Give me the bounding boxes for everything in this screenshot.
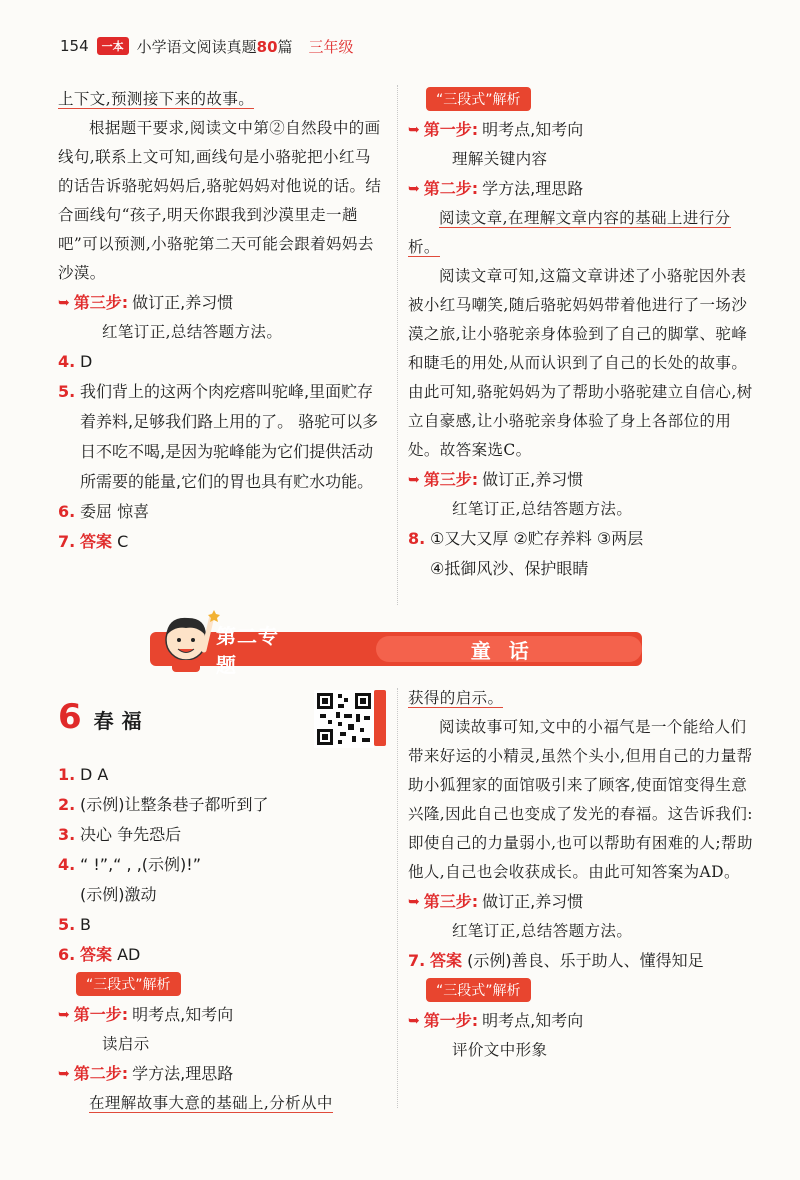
arrow-icon: ➥ xyxy=(58,295,70,311)
column-divider-top xyxy=(397,85,398,605)
arrow-icon: ➥ xyxy=(58,1007,70,1023)
step-one: ➥ 第一步: 明考点,知考向 xyxy=(408,115,760,145)
page-header xyxy=(60,34,354,58)
answer-6: 6. 答案 AD xyxy=(58,945,141,964)
step-two: ➥ 第二步: 学方法,理思路 xyxy=(58,1059,388,1089)
answer-8: 8. ①又大又厚 ②贮存养料 ③两层 ④抵御风沙、保护眼睛 xyxy=(408,529,644,578)
page-number: 154 xyxy=(60,37,89,55)
answer-5: 5. B xyxy=(58,915,91,934)
three-stage-tag: “三段式”解析 xyxy=(76,972,181,996)
arrow-icon: ➥ xyxy=(408,472,420,488)
analysis-paragraph: 根据题干要求,阅读文中第②自然段中的画线句,联系上文可知,画线句是小骆驼把小红马的话告诉骆驼妈妈后,骆驼妈妈对他说的话。结合画线句“孩子,明天你跟我到沙漠里走一趟吧”可以预测,小骆驼第二天可能会跟着妈妈去沙漠。 xyxy=(58,119,382,282)
lesson-heading xyxy=(58,697,150,737)
handwritten-line: 上下文,预测接下来的故事。 xyxy=(58,90,255,108)
arrow-icon: ➥ xyxy=(408,894,420,910)
step-three-note: 红笔订正,总结答题方法。 xyxy=(102,323,283,341)
step-three-note: 红笔订正,总结答题方法。 xyxy=(452,922,633,940)
answer-7: 7. 答案 C xyxy=(58,532,129,551)
answer-2: 2. (示例)让整条巷子都听到了 xyxy=(58,795,269,814)
arrow-icon: ➥ xyxy=(408,1013,420,1029)
brand-logo: 一本 xyxy=(97,37,129,55)
step-three: ➥ 第三步: 做订正,养习惯 xyxy=(408,465,760,495)
answer-7: 7. 答案 (示例)善良、乐于助人、懂得知足 xyxy=(408,951,704,970)
analysis-paragraph: 阅读故事可知,文中的小福气是一个能给人们带来好运的小精灵,虽然个头小,但用自己的力量帮助小狐狸家的面馆吸引来了顾客,使面馆变得生意兴隆,因此自己也变成了发光的春福。这告诉我们:即使自己的力量弱小,也可以帮助有困难的人;帮助他人,自己也会收获成长。由此可知答案为AD。 xyxy=(408,718,753,881)
section-title: 第二专题 xyxy=(216,624,279,677)
answer-4: 4. D xyxy=(58,352,93,371)
lesson-number: 6 xyxy=(58,697,82,737)
step-one-note: 理解关键内容 xyxy=(452,150,548,168)
step-two-note: 阅读文章,在理解文章内容的基础上进行分析。 xyxy=(408,209,731,256)
qr-tag xyxy=(374,690,386,746)
three-stage-tag: “三段式”解析 xyxy=(426,87,531,111)
step-three: ➥ 第三步: 做订正,养习惯 xyxy=(408,887,760,917)
answer-4: 4. “ !”,“ , ,(示例)!” (示例)激动 xyxy=(58,855,201,904)
step-three: ➥ 第三步: 做订正,养习惯 xyxy=(58,288,386,318)
step-three-note: 红笔订正,总结答题方法。 xyxy=(452,500,633,518)
arrow-icon: ➥ xyxy=(408,122,420,138)
step-one: ➥ 第一步: 明考点,知考向 xyxy=(408,1006,760,1036)
lesson-title: 春福 xyxy=(93,709,150,733)
step-one-note: 读启示 xyxy=(102,1035,150,1053)
qr-code-icon[interactable] xyxy=(314,690,374,748)
step-one: ➥ 第一步: 明考点,知考向 xyxy=(58,1000,388,1030)
bottom-right-column xyxy=(408,684,760,1065)
cartoon-boy-icon xyxy=(158,606,220,672)
analysis-paragraph: 阅读文章可知,这篇文章讲述了小骆驼因外表被小红马嘲笑,随后骆驼妈妈带着他进行了一场沙漠之旅,让小骆驼亲身体验到了自己的脚掌、驼峰和睫毛的用处,从而认识到了自己的长处的故事。由此可知,骆驼妈妈为了帮助小骆驼建立自信心,树立自豪感,让小骆驼亲身体验了身上各部位的用处。故答案选C。 xyxy=(408,267,753,459)
arrow-icon: ➥ xyxy=(58,1066,70,1082)
step-two-note: 在理解故事大意的基础上,分析从中 xyxy=(89,1094,333,1112)
book-title: 小学语文阅读真题80篇 xyxy=(136,37,293,56)
answer-6: 6. 委屈 惊喜 xyxy=(58,502,150,521)
column-divider-bottom xyxy=(397,688,398,1108)
bottom-left-column xyxy=(58,760,388,1118)
three-stage-tag: “三段式”解析 xyxy=(426,978,531,1002)
top-left-column xyxy=(58,85,386,557)
answer-3: 3. 决心 争先恐后 xyxy=(58,825,182,844)
arrow-icon: ➥ xyxy=(408,181,420,197)
section-banner xyxy=(150,624,642,677)
answer-5: 5. 我们背上的这两个肉疙瘩叫驼峰,里面贮存着养料,足够我们路上用的了。 骆驼可以多日不吃不喝,是因为驼峰能为它们提供活动所需要的能量,它们的胃也具有贮水功能。 xyxy=(58,382,379,491)
step-one-note: 评价文中形象 xyxy=(452,1041,548,1059)
answer-1: 1. D A xyxy=(58,765,109,784)
handwritten-line: 获得的启示。 xyxy=(408,689,504,707)
section-genre: 童话 xyxy=(376,636,642,662)
top-right-column xyxy=(408,85,760,584)
grade-label: 三年级 xyxy=(308,37,354,56)
step-two: ➥ 第二步: 学方法,理思路 xyxy=(408,174,760,204)
